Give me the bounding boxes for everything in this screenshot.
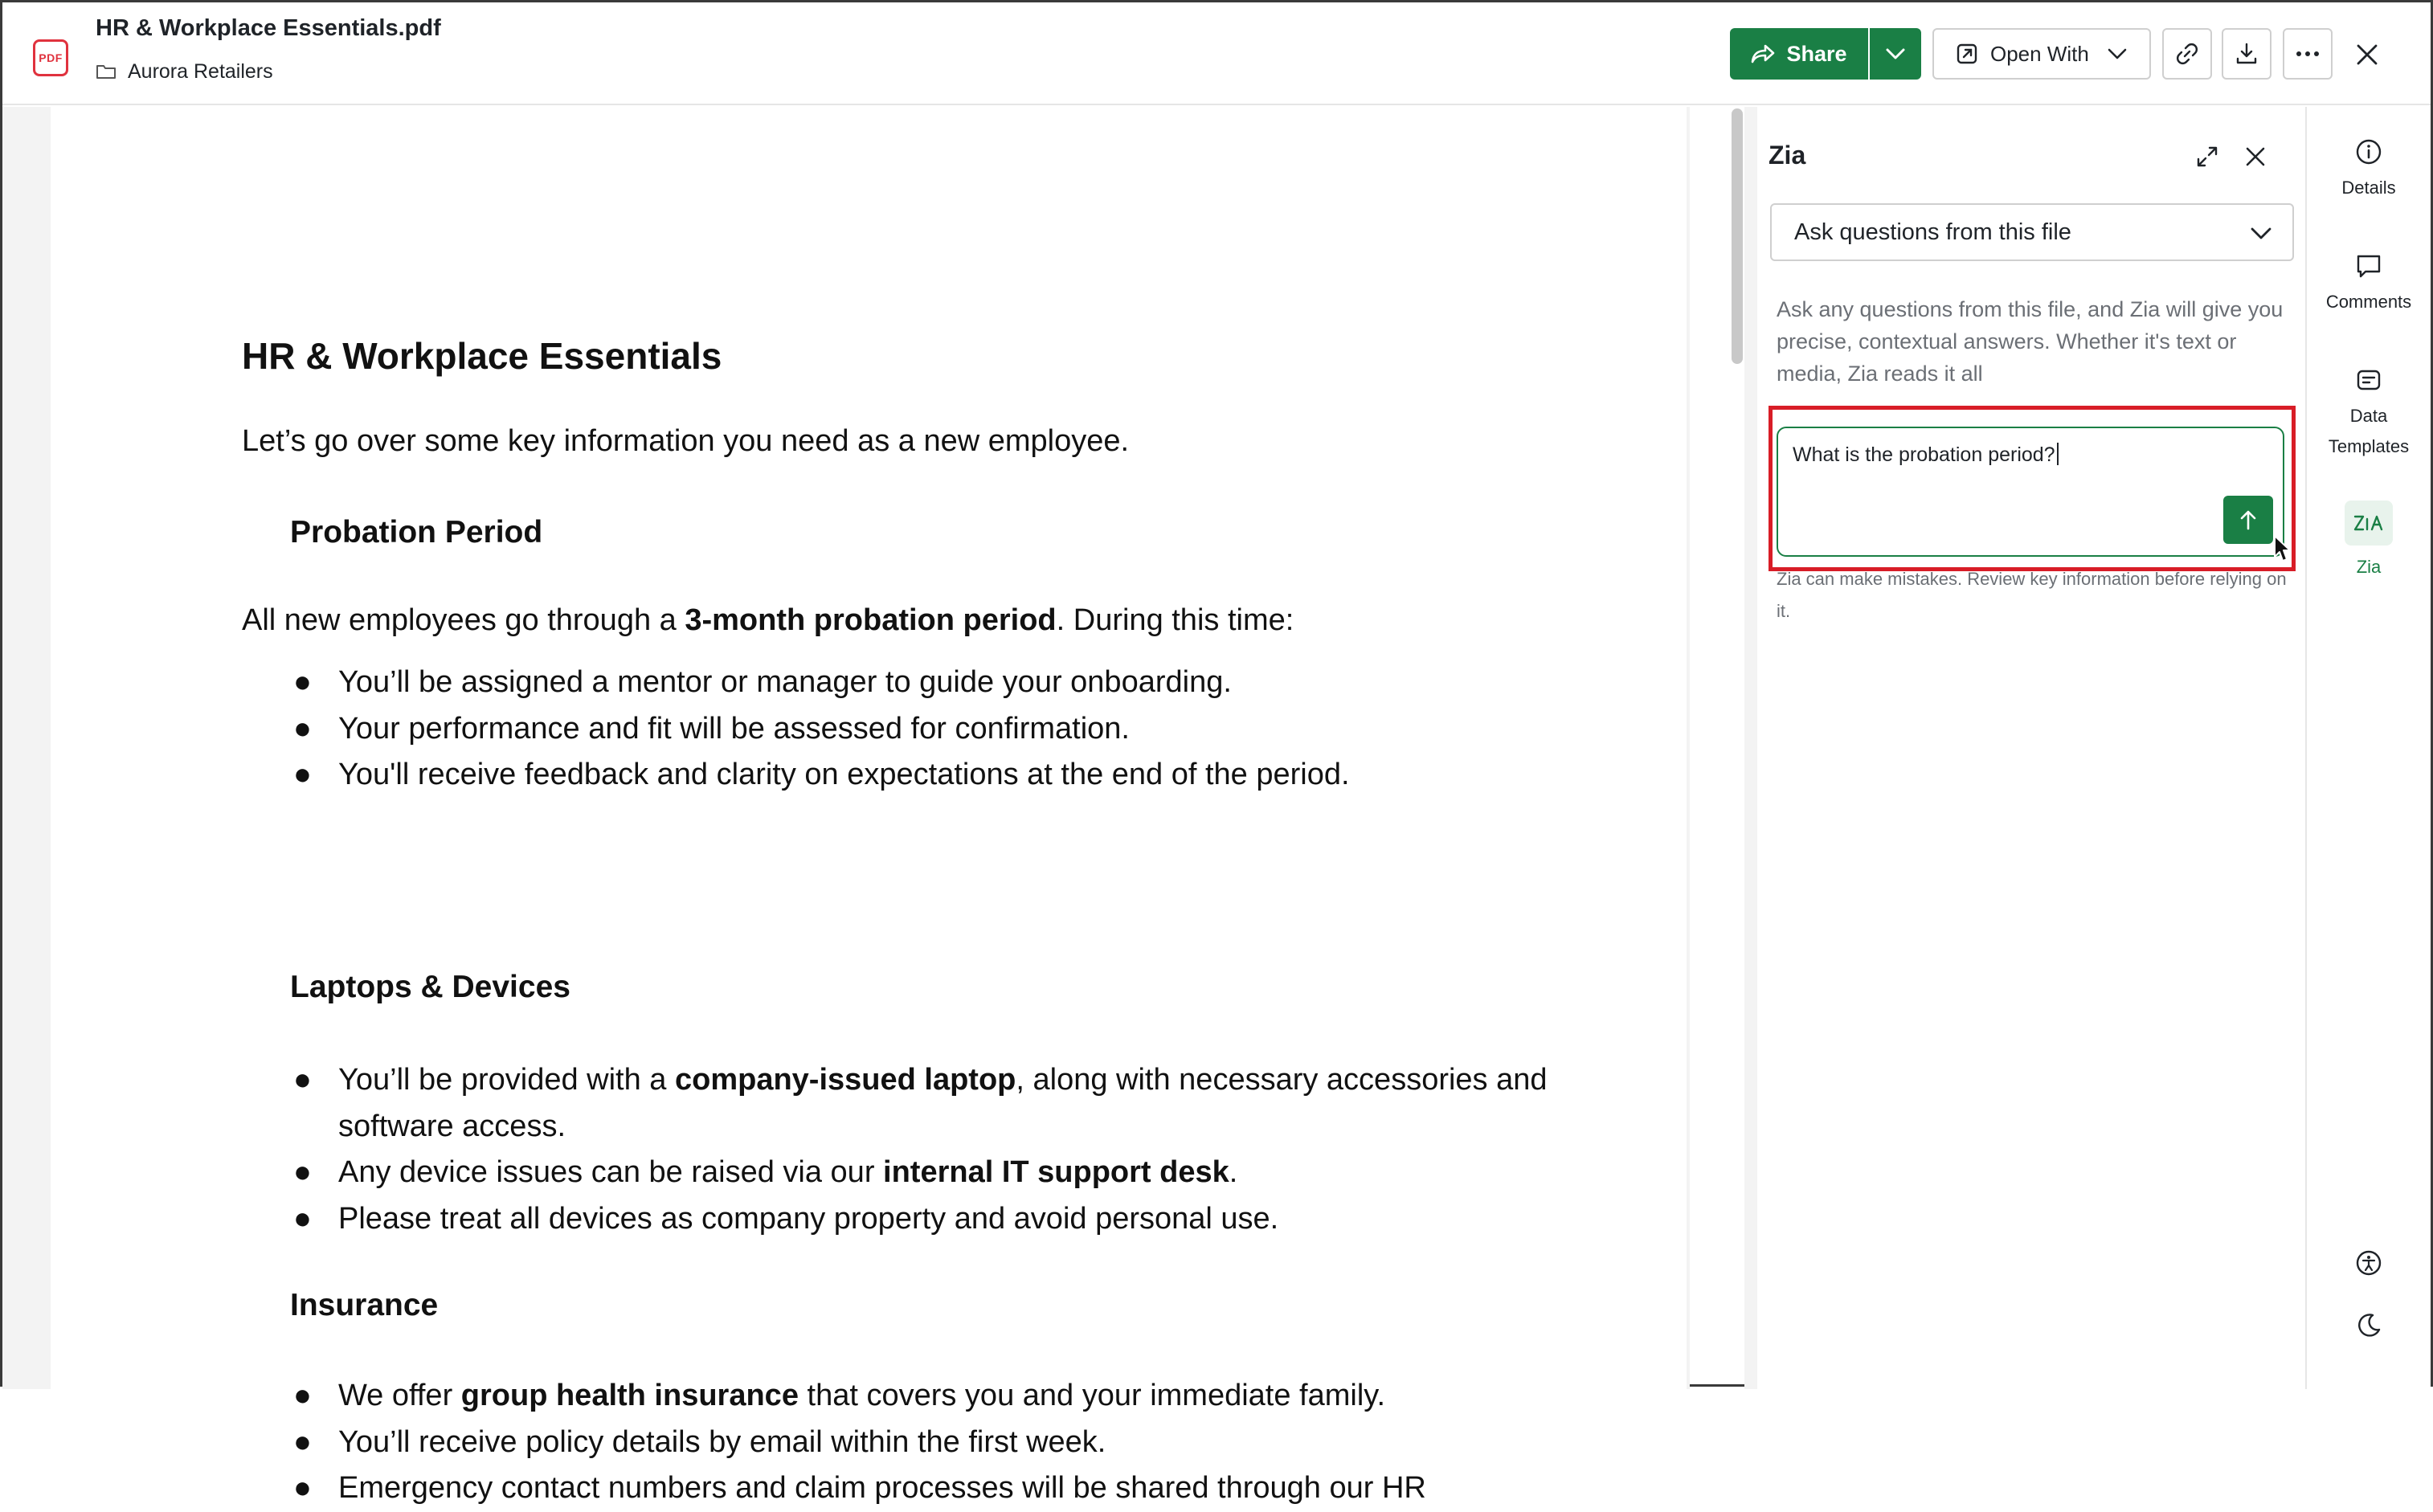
zia-panel-title: Zia — [1769, 141, 1806, 170]
bold-text: 3-month probation period — [685, 603, 1057, 637]
text-run: Any device issues can be raised via our — [338, 1155, 884, 1189]
list-item-text: Your performance and fit will be assessed for confirmation. — [338, 711, 1130, 746]
list-item: ● You’ll be provided with a company-issued laptop, along with necessary accessories and software access. — [293, 1063, 1548, 1143]
section-heading-probation: Probation Period — [290, 515, 543, 550]
text-caret — [2057, 443, 2059, 465]
rail-item-details[interactable] — [2307, 137, 2431, 203]
document-page — [51, 107, 1687, 1505]
section-heading-laptops: Laptops & Devices — [290, 970, 570, 1004]
list-item: ● We offer group health insurance that covers you and your immediate family. — [293, 1379, 1386, 1412]
rail-label-zia: Zia — [2356, 557, 2382, 577]
zia-question-input[interactable] — [1777, 427, 2284, 557]
chevron-down-icon — [2249, 221, 2273, 245]
list-item: ● Any device issues can be raised via our internal IT support desk. — [293, 1155, 1238, 1189]
more-icon — [2295, 50, 2321, 58]
zia-panel — [1757, 107, 2307, 1389]
data-template-icon — [2354, 366, 2383, 394]
text-run: that covers you and your immediate family. — [798, 1379, 1386, 1412]
list-item: ● You'll receive feedback and clarity on expectations at the end of the period. — [293, 758, 1350, 791]
section-heading-insurance: Insurance — [290, 1288, 439, 1322]
dark-mode-icon — [2355, 1312, 2382, 1339]
download-button[interactable] — [2222, 28, 2271, 80]
expand-panel-button[interactable] — [2191, 141, 2223, 173]
expand-icon — [2196, 145, 2218, 168]
document-viewer — [2, 107, 1690, 1505]
zia-mode-dropdown[interactable] — [1770, 203, 2294, 261]
download-icon — [2234, 41, 2259, 67]
rail-label-comments: Comments — [2325, 292, 2412, 312]
list-item: ● Emergency contact numbers and claim processes will be shared through our HR — [293, 1471, 1426, 1505]
comment-icon — [2354, 251, 2383, 280]
bold-text: internal IT support desk — [883, 1155, 1229, 1189]
top-header — [2, 2, 2431, 105]
close-viewer-button[interactable] — [2347, 35, 2387, 75]
zia-mode-selected: Ask questions from this file — [1794, 219, 2071, 245]
zia-logo-glyph — [2353, 513, 2385, 533]
text-run: . — [1229, 1155, 1238, 1189]
list-item: ● Your performance and fit will be assessed for confirmation. — [293, 711, 1130, 746]
list-item-text: Emergency contact numbers and claim processes will be shared through our HR — [338, 1471, 1426, 1505]
share-arrow-icon — [1751, 43, 1775, 64]
probation-paragraph — [242, 603, 1294, 638]
more-options-button[interactable] — [2283, 28, 2333, 80]
bold-text: group health insurance — [460, 1379, 799, 1412]
list-item: ● You’ll be assigned a mentor or manager to guide your onboarding. — [293, 665, 1232, 699]
close-icon — [2245, 146, 2266, 167]
pdf-icon-label: PDF — [39, 51, 63, 64]
chevron-down-icon — [2107, 47, 2128, 60]
rail-label-data-templates: Data Templates — [2328, 406, 2410, 456]
bold-text: company-issued laptop — [674, 1063, 1016, 1097]
rail-label-details: Details — [2341, 178, 2396, 198]
list-item-text: Please treat all devices as company property and avoid personal use. — [338, 1201, 1279, 1236]
copy-link-button[interactable] — [2162, 28, 2212, 80]
share-button-label: Share — [1786, 41, 1847, 66]
rail-item-comments[interactable] — [2307, 251, 2431, 317]
list-item-text: You'll receive feedback and clarity on expectations at the end of the period. — [338, 758, 1350, 791]
text-run: We offer — [338, 1379, 461, 1412]
intro-paragraph: Let’s go over some key information you need as a new employee. — [242, 424, 1130, 458]
right-rail — [2307, 107, 2431, 1389]
share-options-button[interactable] — [1870, 28, 1921, 80]
probation-list — [290, 660, 1576, 799]
list-item-text: You’ll receive policy details by email within the first week. — [338, 1424, 1106, 1459]
zia-question-value: What is the probation period? — [1793, 443, 2055, 466]
document-title: HR & Workplace Essentials — [242, 335, 722, 377]
insurance-list — [290, 1373, 1576, 1512]
open-with-button[interactable] — [1932, 28, 2151, 80]
zia-description: Ask any questions from this file, and Zia will give you precise, contextual answers. Whether it's text or media, Zia reads it all — [1777, 297, 2284, 386]
zia-icon — [2345, 501, 2393, 546]
list-item: ● Please treat all devices as company property and avoid personal use. — [293, 1201, 1279, 1236]
text-run: , along with necessary accessories and software access. — [338, 1063, 1548, 1143]
rail-item-data-templates[interactable] — [2307, 366, 2431, 462]
share-button[interactable] — [1730, 28, 1868, 80]
send-arrow-icon — [2239, 509, 2257, 530]
chevron-down-icon — [1885, 47, 1906, 60]
zia-disclaimer: Zia can make mistakes. Review key information before relying on it. — [1777, 569, 2287, 621]
pdf-icon — [33, 39, 68, 76]
accessibility-button[interactable] — [2352, 1246, 2386, 1280]
open-with-icon — [1955, 42, 1979, 66]
close-panel-button[interactable] — [2239, 141, 2271, 173]
scrollbar-thumb[interactable] — [1732, 108, 1743, 364]
laptops-list — [290, 1057, 1576, 1242]
link-icon — [2174, 41, 2200, 67]
info-icon — [2354, 137, 2383, 166]
list-item-text: You’ll be assigned a mentor or manager to guide your onboarding. — [338, 665, 1232, 699]
rail-item-zia[interactable] — [2307, 501, 2431, 582]
text-run: All new employees go through a — [242, 603, 685, 637]
text-run: You’ll be provided with a — [338, 1063, 675, 1097]
open-with-label: Open With — [1990, 41, 2089, 66]
document-scrollbar[interactable] — [1730, 107, 1744, 1389]
close-icon — [2355, 43, 2379, 67]
panel-gutter — [1744, 107, 1757, 1389]
folder-name[interactable]: Aurora Retailers — [128, 60, 273, 83]
file-name: HR & Workplace Essentials.pdf — [96, 15, 441, 41]
send-question-button[interactable] — [2223, 496, 2273, 544]
list-item: ● You’ll receive policy details by email within the first week. — [293, 1424, 1106, 1459]
zia-question-text — [1793, 443, 2059, 467]
folder-icon — [96, 63, 117, 80]
accessibility-icon — [2355, 1249, 2382, 1277]
mouse-cursor-icon — [2273, 534, 2292, 563]
text-run: . During this time: — [1056, 603, 1294, 637]
dark-mode-button[interactable] — [2352, 1309, 2386, 1342]
